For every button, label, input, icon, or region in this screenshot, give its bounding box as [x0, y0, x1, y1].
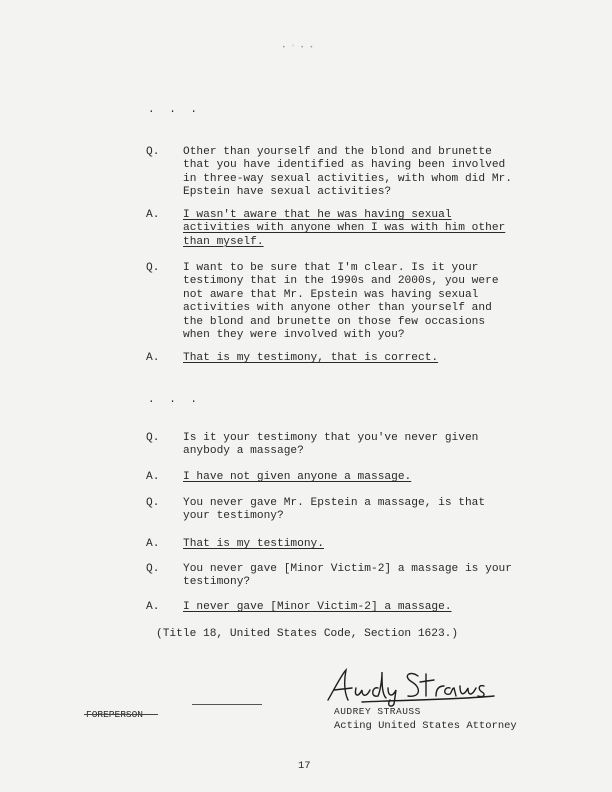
qa-label: A. [146, 352, 160, 364]
qa-label: Q. [146, 432, 160, 444]
answer-3 [146, 471, 546, 484]
question-1 [146, 146, 546, 200]
answer-4 [146, 538, 546, 551]
qa-text: Is it your testimony that you've never given anybody a massage? [183, 432, 479, 458]
qa-text: I never gave [Minor Victim-2] a massage. [183, 601, 452, 613]
signature-image [322, 666, 498, 708]
qa-label: A. [146, 471, 160, 483]
ellipsis-middle: . . . [148, 394, 202, 406]
header-marks: • ' • • [282, 44, 315, 51]
question-3 [146, 432, 546, 459]
qa-text: I wasn't aware that he was having sexual activities with anyone when I was with him other than myself. [183, 209, 506, 248]
foreperson-signature-line [84, 714, 158, 715]
qa-label: A. [146, 209, 160, 221]
statute-citation: (Title 18, United States Code, Section 1623.) [156, 628, 459, 640]
qa-text: That is my testimony. [183, 538, 324, 550]
qa-text: Other than yourself and the blond and brunette that you have identified as having been involved in three-way sexual activities, with whom did Mr. Epstein have sexual activities? [183, 146, 512, 199]
signature-line [192, 704, 262, 705]
qa-text: That is my testimony, that is correct. [183, 352, 439, 364]
qa-text: You never gave Mr. Epstein a massage, is that your testimony? [183, 497, 486, 523]
qa-label: Q. [146, 497, 160, 509]
ellipsis-top: . . . [148, 104, 202, 116]
signer-name: AUDREY STRAUSS [334, 706, 421, 717]
qa-text: I want to be sure that I'm clear. Is it your testimony that in the 1990s and 2000s, you were not aware that Mr. Epstein was having sexual activities with anyone other than yourself and the blond and brunette on those few occasions when they were involved with you? [183, 262, 499, 342]
qa-label: A. [146, 538, 160, 550]
qa-label: A. [146, 601, 160, 613]
question-4 [146, 497, 546, 524]
answer-1 [146, 209, 546, 249]
answer-2 [146, 352, 546, 365]
qa-label: Q. [146, 146, 160, 158]
signer-title: Acting United States Attorney [334, 720, 517, 732]
qa-text: You never gave [Minor Victim-2] a massage is your testimony? [183, 563, 512, 589]
question-2 [146, 262, 546, 342]
answer-5 [146, 601, 546, 614]
qa-label: Q. [146, 262, 160, 274]
qa-label: Q. [146, 563, 160, 575]
page-number: 17 [298, 760, 311, 772]
qa-text: I have not given anyone a massage. [183, 471, 412, 483]
question-5 [146, 563, 546, 590]
